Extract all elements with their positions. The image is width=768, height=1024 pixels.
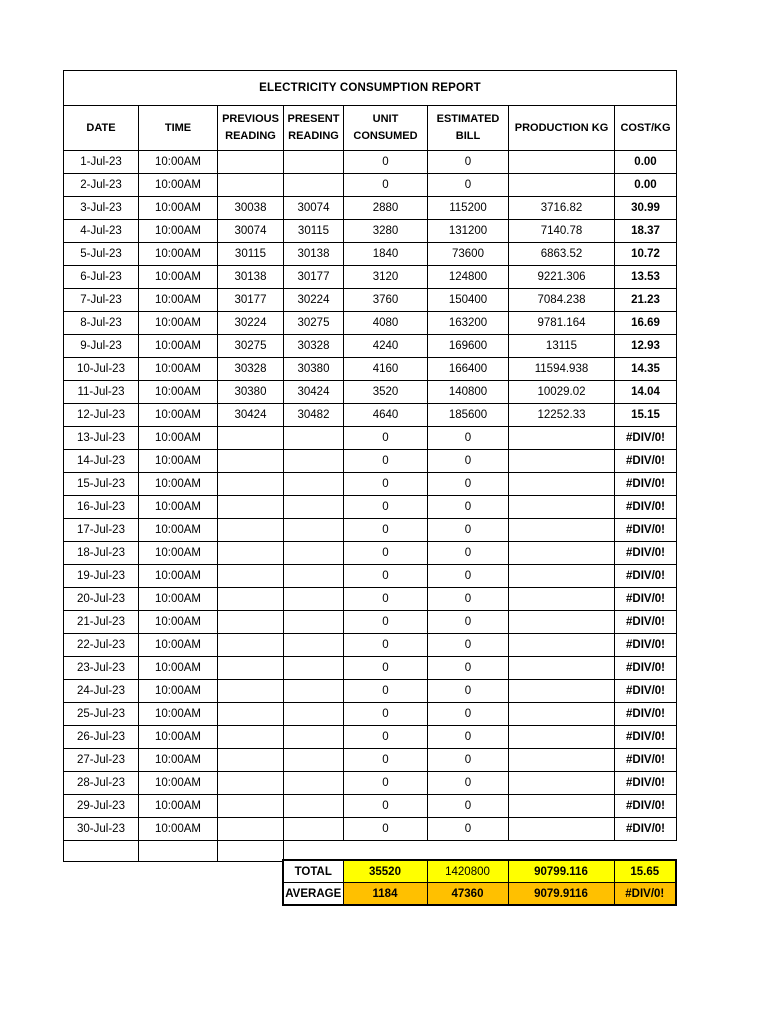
date-cell: 2-Jul-23 — [64, 174, 139, 197]
production-kg-cell: 11594.938 — [509, 358, 615, 381]
report-title: ELECTRICITY CONSUMPTION REPORT — [64, 71, 677, 106]
cost-kg-cell: #DIV/0! — [615, 519, 677, 542]
estimated-bill-cell: 0 — [428, 542, 509, 565]
cost-kg-cell: 21.23 — [615, 289, 677, 312]
time-cell: 10:00AM — [139, 473, 218, 496]
present-reading-cell — [284, 519, 344, 542]
unit-consumed-cell: 0 — [344, 680, 428, 703]
estimated-bill-cell: 0 — [428, 634, 509, 657]
time-cell: 10:00AM — [139, 312, 218, 335]
present-reading-cell: 30177 — [284, 266, 344, 289]
header-estimated-bill: ESTIMATED BILL — [428, 106, 509, 151]
production-kg-cell — [509, 818, 615, 841]
present-reading-cell: 30224 — [284, 289, 344, 312]
present-reading-cell — [284, 680, 344, 703]
unit-consumed-cell: 0 — [344, 795, 428, 818]
table-row — [64, 289, 677, 312]
time-cell: 10:00AM — [139, 519, 218, 542]
header-production-kg: PRODUCTION KG — [509, 106, 615, 151]
estimated-bill-cell: 0 — [428, 473, 509, 496]
previous-reading-cell: 30275 — [218, 335, 284, 358]
previous-reading-cell: 30424 — [218, 404, 284, 427]
cost-kg-cell: #DIV/0! — [615, 634, 677, 657]
total-label: TOTAL — [283, 860, 343, 883]
cost-kg-cell: #DIV/0! — [615, 588, 677, 611]
date-cell: 12-Jul-23 — [64, 404, 139, 427]
production-kg-cell — [509, 726, 615, 749]
time-cell: 10:00AM — [139, 151, 218, 174]
unit-consumed-cell: 0 — [344, 818, 428, 841]
cost-kg-cell: 16.69 — [615, 312, 677, 335]
time-cell: 10:00AM — [139, 749, 218, 772]
previous-reading-cell — [218, 174, 284, 197]
unit-consumed-cell: 4240 — [344, 335, 428, 358]
date-cell: 19-Jul-23 — [64, 565, 139, 588]
table-row — [64, 335, 677, 358]
production-kg-cell — [509, 473, 615, 496]
cost-kg-cell: #DIV/0! — [615, 542, 677, 565]
estimated-bill-cell: 0 — [428, 772, 509, 795]
average-units: 1184 — [343, 883, 427, 906]
time-cell: 10:00AM — [139, 542, 218, 565]
production-kg-cell — [509, 588, 615, 611]
estimated-bill-cell: 0 — [428, 657, 509, 680]
previous-reading-cell — [218, 795, 284, 818]
cost-kg-cell: #DIV/0! — [615, 427, 677, 450]
estimated-bill-cell: 0 — [428, 588, 509, 611]
production-kg-cell: 3716.82 — [509, 197, 615, 220]
previous-reading-cell: 30328 — [218, 358, 284, 381]
production-kg-cell: 7084.238 — [509, 289, 615, 312]
production-kg-cell: 7140.78 — [509, 220, 615, 243]
present-reading-cell — [284, 703, 344, 726]
previous-reading-cell: 30074 — [218, 220, 284, 243]
header-row — [64, 106, 677, 151]
cost-kg-cell: 13.53 — [615, 266, 677, 289]
present-reading-cell — [284, 151, 344, 174]
date-cell: 14-Jul-23 — [64, 450, 139, 473]
date-cell: 26-Jul-23 — [64, 726, 139, 749]
cost-kg-cell: #DIV/0! — [615, 657, 677, 680]
estimated-bill-cell: 0 — [428, 795, 509, 818]
cost-kg-cell: #DIV/0! — [615, 795, 677, 818]
cost-kg-cell: #DIV/0! — [615, 749, 677, 772]
estimated-bill-cell: 0 — [428, 496, 509, 519]
table-row — [64, 473, 677, 496]
previous-reading-cell — [218, 542, 284, 565]
present-reading-cell — [284, 611, 344, 634]
production-kg-cell: 9221.306 — [509, 266, 615, 289]
table-row — [64, 680, 677, 703]
production-kg-cell: 12252.33 — [509, 404, 615, 427]
production-kg-cell — [509, 749, 615, 772]
production-kg-cell — [509, 680, 615, 703]
present-reading-cell — [284, 565, 344, 588]
estimated-bill-cell: 169600 — [428, 335, 509, 358]
time-cell: 10:00AM — [139, 243, 218, 266]
time-cell: 10:00AM — [139, 818, 218, 841]
unit-consumed-cell: 4160 — [344, 358, 428, 381]
date-cell: 3-Jul-23 — [64, 197, 139, 220]
cost-kg-cell: 0.00 — [615, 174, 677, 197]
average-cost: #DIV/0! — [614, 883, 676, 906]
production-kg-cell — [509, 151, 615, 174]
table-row — [64, 381, 677, 404]
previous-reading-cell — [218, 427, 284, 450]
previous-reading-cell: 30115 — [218, 243, 284, 266]
header-previous-reading: PREVIOUS READING — [218, 106, 284, 151]
date-cell: 30-Jul-23 — [64, 818, 139, 841]
table-row — [64, 243, 677, 266]
present-reading-cell: 30424 — [284, 381, 344, 404]
date-cell: 21-Jul-23 — [64, 611, 139, 634]
production-kg-cell — [509, 611, 615, 634]
cost-kg-cell: #DIV/0! — [615, 772, 677, 795]
estimated-bill-cell: 0 — [428, 749, 509, 772]
production-kg-cell: 13115 — [509, 335, 615, 358]
unit-consumed-cell: 0 — [344, 634, 428, 657]
unit-consumed-cell: 0 — [344, 151, 428, 174]
present-reading-cell — [284, 818, 344, 841]
production-kg-cell — [509, 772, 615, 795]
table-row — [64, 266, 677, 289]
estimated-bill-cell: 0 — [428, 611, 509, 634]
table-row — [64, 496, 677, 519]
time-cell: 10:00AM — [139, 289, 218, 312]
blank-cell — [64, 841, 139, 862]
estimated-bill-cell: 0 — [428, 680, 509, 703]
date-cell: 15-Jul-23 — [64, 473, 139, 496]
date-cell: 13-Jul-23 — [64, 427, 139, 450]
time-cell: 10:00AM — [139, 427, 218, 450]
present-reading-cell: 30275 — [284, 312, 344, 335]
present-reading-cell — [284, 749, 344, 772]
unit-consumed-cell: 0 — [344, 519, 428, 542]
present-reading-cell — [284, 473, 344, 496]
table-row — [64, 588, 677, 611]
unit-consumed-cell: 3280 — [344, 220, 428, 243]
cost-kg-cell: 14.04 — [615, 381, 677, 404]
production-kg-cell: 9781.164 — [509, 312, 615, 335]
previous-reading-cell — [218, 818, 284, 841]
estimated-bill-cell: 73600 — [428, 243, 509, 266]
total-units: 35520 — [343, 860, 427, 883]
unit-consumed-cell: 4640 — [344, 404, 428, 427]
present-reading-cell — [284, 795, 344, 818]
present-reading-cell — [284, 450, 344, 473]
present-reading-cell — [284, 588, 344, 611]
previous-reading-cell — [218, 519, 284, 542]
estimated-bill-cell: 163200 — [428, 312, 509, 335]
date-cell: 16-Jul-23 — [64, 496, 139, 519]
table-body — [64, 151, 677, 841]
time-cell: 10:00AM — [139, 335, 218, 358]
time-cell: 10:00AM — [139, 634, 218, 657]
time-cell: 10:00AM — [139, 772, 218, 795]
date-cell: 29-Jul-23 — [64, 795, 139, 818]
cost-kg-cell: 30.99 — [615, 197, 677, 220]
table-row — [64, 565, 677, 588]
cost-kg-cell: #DIV/0! — [615, 450, 677, 473]
previous-reading-cell — [218, 680, 284, 703]
previous-reading-cell — [218, 657, 284, 680]
report-sheet — [63, 70, 677, 900]
time-cell: 10:00AM — [139, 174, 218, 197]
table-row — [64, 818, 677, 841]
table-row — [64, 519, 677, 542]
cost-kg-cell: 12.93 — [615, 335, 677, 358]
present-reading-cell: 30074 — [284, 197, 344, 220]
estimated-bill-cell: 131200 — [428, 220, 509, 243]
table-row — [64, 220, 677, 243]
table-row — [64, 726, 677, 749]
present-reading-cell — [284, 726, 344, 749]
estimated-bill-cell: 150400 — [428, 289, 509, 312]
time-cell: 10:00AM — [139, 726, 218, 749]
present-reading-cell — [284, 427, 344, 450]
previous-reading-cell: 30380 — [218, 381, 284, 404]
unit-consumed-cell: 0 — [344, 565, 428, 588]
unit-consumed-cell: 0 — [344, 703, 428, 726]
consumption-table — [63, 70, 677, 862]
date-cell: 1-Jul-23 — [64, 151, 139, 174]
total-production: 90799.116 — [508, 860, 614, 883]
table-row — [64, 703, 677, 726]
time-cell: 10:00AM — [139, 657, 218, 680]
time-cell: 10:00AM — [139, 450, 218, 473]
table-row — [64, 197, 677, 220]
cost-kg-cell: #DIV/0! — [615, 726, 677, 749]
table-row — [64, 542, 677, 565]
previous-reading-cell — [218, 450, 284, 473]
time-cell: 10:00AM — [139, 358, 218, 381]
estimated-bill-cell: 124800 — [428, 266, 509, 289]
cost-kg-cell: #DIV/0! — [615, 565, 677, 588]
estimated-bill-cell: 0 — [428, 151, 509, 174]
table-row — [64, 174, 677, 197]
unit-consumed-cell: 0 — [344, 427, 428, 450]
production-kg-cell — [509, 795, 615, 818]
present-reading-cell — [284, 657, 344, 680]
table-row — [64, 749, 677, 772]
time-cell: 10:00AM — [139, 588, 218, 611]
estimated-bill-cell: 0 — [428, 818, 509, 841]
unit-consumed-cell: 0 — [344, 611, 428, 634]
date-cell: 7-Jul-23 — [64, 289, 139, 312]
table-row — [64, 634, 677, 657]
table-row — [64, 427, 677, 450]
estimated-bill-cell: 115200 — [428, 197, 509, 220]
header-time: TIME — [139, 106, 218, 151]
previous-reading-cell — [218, 749, 284, 772]
production-kg-cell: 10029.02 — [509, 381, 615, 404]
cost-kg-cell: 15.15 — [615, 404, 677, 427]
header-present-reading: PRESENT READING — [284, 106, 344, 151]
present-reading-cell — [284, 634, 344, 657]
average-production: 9079.9116 — [508, 883, 614, 906]
production-kg-cell — [509, 519, 615, 542]
cost-kg-cell: #DIV/0! — [615, 496, 677, 519]
unit-consumed-cell: 0 — [344, 174, 428, 197]
present-reading-cell — [284, 496, 344, 519]
estimated-bill-cell: 185600 — [428, 404, 509, 427]
header-date: DATE — [64, 106, 139, 151]
time-cell: 10:00AM — [139, 404, 218, 427]
date-cell: 4-Jul-23 — [64, 220, 139, 243]
time-cell: 10:00AM — [139, 381, 218, 404]
previous-reading-cell — [218, 151, 284, 174]
estimated-bill-cell: 0 — [428, 565, 509, 588]
unit-consumed-cell: 0 — [344, 542, 428, 565]
cost-kg-cell: #DIV/0! — [615, 473, 677, 496]
table-row — [64, 657, 677, 680]
table-row — [64, 312, 677, 335]
table-row — [64, 772, 677, 795]
estimated-bill-cell: 0 — [428, 450, 509, 473]
unit-consumed-cell: 4080 — [344, 312, 428, 335]
estimated-bill-cell: 140800 — [428, 381, 509, 404]
unit-consumed-cell: 2880 — [344, 197, 428, 220]
cost-kg-cell: #DIV/0! — [615, 703, 677, 726]
date-cell: 22-Jul-23 — [64, 634, 139, 657]
unit-consumed-cell: 0 — [344, 772, 428, 795]
present-reading-cell — [284, 174, 344, 197]
table-row — [64, 450, 677, 473]
estimated-bill-cell: 0 — [428, 726, 509, 749]
previous-reading-cell: 30224 — [218, 312, 284, 335]
unit-consumed-cell: 0 — [344, 657, 428, 680]
cost-kg-cell: 0.00 — [615, 151, 677, 174]
present-reading-cell: 30380 — [284, 358, 344, 381]
date-cell: 27-Jul-23 — [64, 749, 139, 772]
present-reading-cell: 30138 — [284, 243, 344, 266]
table-row — [64, 358, 677, 381]
cost-kg-cell: 10.72 — [615, 243, 677, 266]
time-cell: 10:00AM — [139, 611, 218, 634]
total-cost: 15.65 — [614, 860, 676, 883]
production-kg-cell — [509, 427, 615, 450]
date-cell: 28-Jul-23 — [64, 772, 139, 795]
time-cell: 10:00AM — [139, 703, 218, 726]
estimated-bill-cell: 0 — [428, 519, 509, 542]
estimated-bill-cell: 0 — [428, 174, 509, 197]
unit-consumed-cell: 0 — [344, 473, 428, 496]
production-kg-cell: 6863.52 — [509, 243, 615, 266]
previous-reading-cell: 30038 — [218, 197, 284, 220]
production-kg-cell — [509, 450, 615, 473]
table-row — [64, 404, 677, 427]
estimated-bill-cell: 0 — [428, 703, 509, 726]
date-cell: 11-Jul-23 — [64, 381, 139, 404]
unit-consumed-cell: 0 — [344, 726, 428, 749]
time-cell: 10:00AM — [139, 266, 218, 289]
blank-cell — [139, 841, 218, 862]
unit-consumed-cell: 0 — [344, 496, 428, 519]
previous-reading-cell — [218, 611, 284, 634]
date-cell: 10-Jul-23 — [64, 358, 139, 381]
production-kg-cell — [509, 174, 615, 197]
average-row — [283, 883, 676, 906]
time-cell: 10:00AM — [139, 680, 218, 703]
production-kg-cell — [509, 657, 615, 680]
previous-reading-cell — [218, 588, 284, 611]
production-kg-cell — [509, 565, 615, 588]
previous-reading-cell — [218, 703, 284, 726]
production-kg-cell — [509, 634, 615, 657]
production-kg-cell — [509, 542, 615, 565]
unit-consumed-cell: 0 — [344, 749, 428, 772]
header-unit-consumed: UNIT CONSUMED — [344, 106, 428, 151]
date-cell: 20-Jul-23 — [64, 588, 139, 611]
previous-reading-cell — [218, 496, 284, 519]
cost-kg-cell: #DIV/0! — [615, 611, 677, 634]
total-bill: 1420800 — [427, 860, 508, 883]
time-cell: 10:00AM — [139, 496, 218, 519]
summary-table — [282, 859, 677, 906]
header-cost-kg: COST/KG — [615, 106, 677, 151]
time-cell: 10:00AM — [139, 220, 218, 243]
average-label: AVERAGE — [283, 883, 343, 906]
unit-consumed-cell: 0 — [344, 450, 428, 473]
date-cell: 23-Jul-23 — [64, 657, 139, 680]
total-row — [283, 860, 676, 883]
present-reading-cell — [284, 772, 344, 795]
previous-reading-cell — [218, 473, 284, 496]
unit-consumed-cell: 3520 — [344, 381, 428, 404]
unit-consumed-cell: 1840 — [344, 243, 428, 266]
present-reading-cell: 30328 — [284, 335, 344, 358]
previous-reading-cell — [218, 565, 284, 588]
time-cell: 10:00AM — [139, 197, 218, 220]
date-cell: 25-Jul-23 — [64, 703, 139, 726]
previous-reading-cell — [218, 634, 284, 657]
date-cell: 17-Jul-23 — [64, 519, 139, 542]
cost-kg-cell: #DIV/0! — [615, 818, 677, 841]
table-row — [64, 795, 677, 818]
cost-kg-cell: #DIV/0! — [615, 680, 677, 703]
date-cell: 6-Jul-23 — [64, 266, 139, 289]
table-row — [64, 151, 677, 174]
previous-reading-cell — [218, 772, 284, 795]
estimated-bill-cell: 166400 — [428, 358, 509, 381]
production-kg-cell — [509, 496, 615, 519]
time-cell: 10:00AM — [139, 565, 218, 588]
cost-kg-cell: 14.35 — [615, 358, 677, 381]
date-cell: 18-Jul-23 — [64, 542, 139, 565]
date-cell: 5-Jul-23 — [64, 243, 139, 266]
date-cell: 24-Jul-23 — [64, 680, 139, 703]
previous-reading-cell: 30138 — [218, 266, 284, 289]
unit-consumed-cell: 0 — [344, 588, 428, 611]
previous-reading-cell — [218, 726, 284, 749]
time-cell: 10:00AM — [139, 795, 218, 818]
average-bill: 47360 — [427, 883, 508, 906]
date-cell: 8-Jul-23 — [64, 312, 139, 335]
blank-cell — [218, 841, 284, 862]
date-cell: 9-Jul-23 — [64, 335, 139, 358]
present-reading-cell — [284, 542, 344, 565]
unit-consumed-cell: 3760 — [344, 289, 428, 312]
present-reading-cell: 30482 — [284, 404, 344, 427]
estimated-bill-cell: 0 — [428, 427, 509, 450]
table-row — [64, 611, 677, 634]
unit-consumed-cell: 3120 — [344, 266, 428, 289]
cost-kg-cell: 18.37 — [615, 220, 677, 243]
production-kg-cell — [509, 703, 615, 726]
present-reading-cell: 30115 — [284, 220, 344, 243]
previous-reading-cell: 30177 — [218, 289, 284, 312]
